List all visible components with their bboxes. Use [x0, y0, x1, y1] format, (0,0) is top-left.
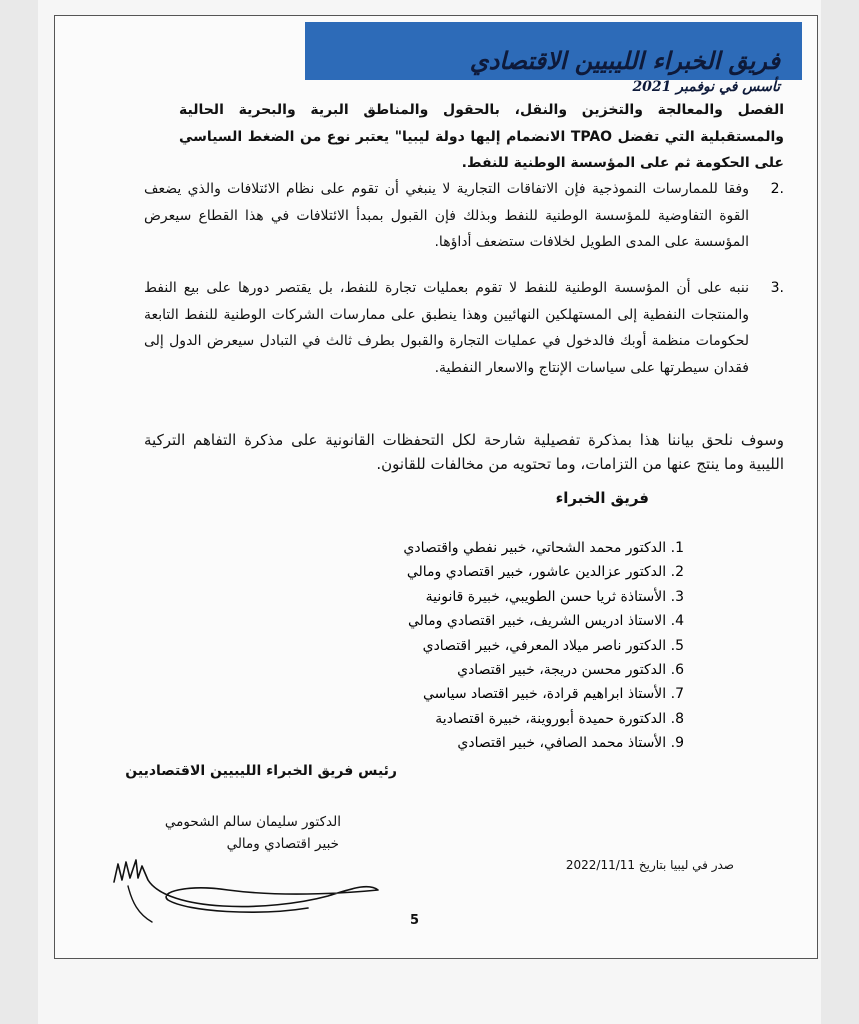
head-title: رئيس فريق الخبراء الليبيين الاقتصاديين: [125, 763, 397, 779]
member-item: 6. الدكتور محسن دريجة، خبير اقتصادي: [457, 662, 684, 679]
banner-title: فريق الخبراء الليبيين الاقتصادي: [469, 46, 780, 75]
banner-subtitle: تأسس في نوفمبر 2021: [632, 79, 780, 95]
members-list: [284, 536, 684, 756]
member-item: 3. الأستاذة ثريا حسن الطويبي، خبيرة قانونية: [425, 588, 684, 605]
item-text: وفقا للممارسات النموذجية فإن الاتفاقات التجارية لا ينبغي أن تقوم على نظام الائتلافات والذي يضعف القوة التفاوضية للمؤسسة الوطنية للنفط وبذلك فإن القبول بمبدأ الائتلافات في هذا القطاع سيعرض المؤسسة على المدى الطويل لخلافات ستضعف أداؤها.: [144, 181, 749, 250]
member-item: 7. الأستاذ ابراهيم قرادة، خبير اقتصاد سياسي: [422, 686, 684, 703]
member-item: 8. الدكتورة حميدة أبوروينة، خبيرة اقتصادية: [435, 710, 684, 727]
member-item: 1. الدكتور محمد الشحاتي، خبير نفطي واقتصادي: [403, 540, 684, 556]
member-item: 2. الدكتور عزالدين عاشور، خبير اقتصادي ومالي: [406, 564, 684, 581]
item-number: .3: [770, 280, 784, 296]
head-role: خبير اقتصادي ومالي: [226, 836, 339, 852]
header-banner: [305, 22, 802, 95]
intro-paragraph: الفصل والمعالجة والتخزين والنقل، بالحقول والمناطق البرية والبحرية الحالية والمستقبلية التي تفضل TPAO الانضمام إليها دولة ليبيا" يعتبر نوع من الضغط السياسي على الحكومة ثم على المؤسسة الوطنية للنفط.: [179, 102, 785, 171]
signature: [108, 852, 408, 932]
list-item: [144, 176, 784, 256]
issue-date: صدر في ليبيا بتاريخ 2022/11/11: [565, 858, 734, 872]
member-item: 4. الاستاذ ادريس الشريف، خبير اقتصادي ومالي: [407, 613, 684, 630]
list-item: [144, 275, 784, 381]
head-name: الدكتور سليمان سالم الشحومي: [164, 814, 341, 830]
team-heading: فريق الخبراء: [555, 489, 649, 507]
item-text: ننبه على أن المؤسسة الوطنية للنفط لا تقوم بعمليات تجارة للنفط، بل يقتصر دورها على بيع النفط والمنتجات النفطية إلى المستهلكين النهائيين وهذا ينطبق على ممارسات الشركات الوطنية للنفط التابعة لحكومات منظمة أوبك فالدخول في عمليات التجارة والقبول بطرف ثالث في التبادل سيعرض الدول إلى فقدان سيطرتها على سياسات الإنتاج والاسعار النفطية.: [144, 280, 749, 376]
page-number: 5: [410, 913, 420, 928]
member-item: 5. الدكتور ناصر ميلاد المعرفي، خبير اقتصادي: [422, 637, 684, 654]
item-number: .2: [770, 181, 784, 197]
member-item: 9. الأستاذ محمد الصافي، خبير اقتصادي: [457, 735, 684, 752]
closing-paragraph: وسوف نلحق بياننا هذا بمذكرة تفصيلية شارحة لكل التحفظات القانونية على مذكرة التفاهم التركية الليبية وما ينتج عنها من التزامات، وما تحتويه من مخالفات للقانون.: [144, 431, 784, 473]
